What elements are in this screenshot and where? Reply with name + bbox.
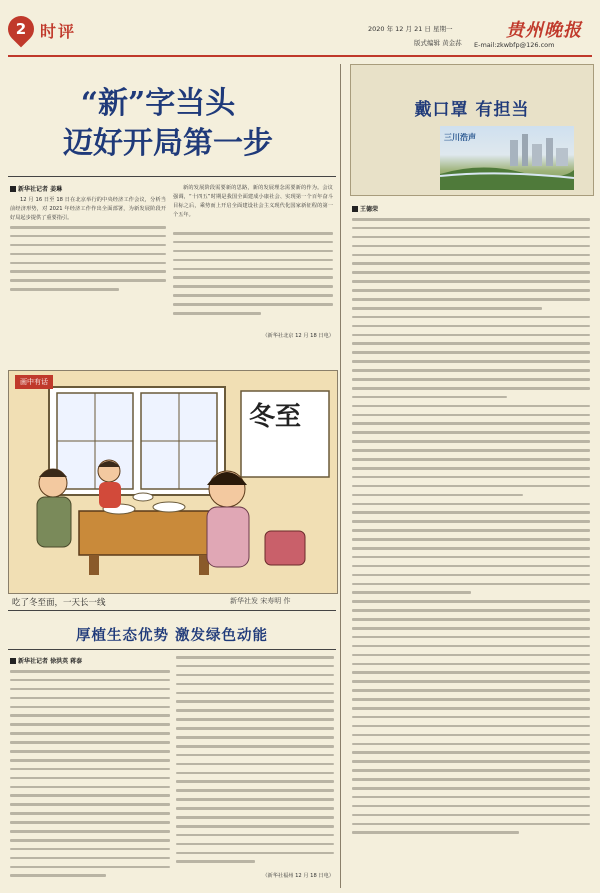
lead-headline-line2: 迈好开局第一步: [63, 126, 273, 161]
cartoon-rule: [8, 610, 336, 611]
lead-paragraph-2: 新的发展阶段需要新的思路，新的发展理念需要新的作为。会议强调，“十四五”时期是我国全面建成小康社会、实现第一个百年奋斗目标之后，乘势而上开启全面建设社会主义现代化国家新征程的第一个五年。: [173, 185, 333, 218]
cartoon-panel: [8, 370, 338, 594]
bottom-text-col1: [10, 670, 170, 882]
page-header: [0, 0, 600, 58]
cartoon-tag: 画中有话: [15, 375, 53, 389]
side-photo-label: 三川浩声: [444, 133, 476, 142]
side-headline: 戴口罩 有担当: [414, 100, 530, 120]
cartoon-caption: 吃了冬至面，一天长一线: [12, 598, 106, 608]
side-byline: 王德荣: [352, 204, 378, 213]
lead-paragraph-1: 12 月 16 日至 18 日在北京举行的中央经济工作会议，分析当前经济形势，对 2021 年经济工作作出全面部署，为新发展阶段开好局起步提供了重要指引。: [10, 197, 166, 221]
masthead-logo: 贵州晚报: [506, 20, 582, 41]
lead-signoff: （新华社北京 12 月 18 日电）: [262, 333, 334, 339]
lead-text-col1: [10, 226, 166, 304]
lead-byline: 新华社记者 姜琳: [10, 184, 62, 193]
header-rule: [8, 55, 592, 57]
page-editor: 版式编辑 黄金荪: [414, 39, 462, 47]
cartoon-title-char: 冬至: [249, 402, 302, 432]
bottom-signoff: （新华社福州 12 月 18 日电）: [262, 873, 334, 879]
bottom-text-col2: [176, 656, 334, 870]
lead-headline-line1: “新”字当头: [80, 86, 236, 121]
bottom-byline: 新华社记者 徐洪英 蒋泰: [10, 656, 82, 665]
lead-text-col2: [173, 232, 333, 328]
lead-headline: [8, 84, 328, 164]
side-photo: [440, 126, 574, 190]
cartoon-credit: 新华社发 宋寿明 作: [230, 597, 291, 605]
column-divider: [340, 64, 341, 888]
section-title: 时评: [40, 22, 77, 41]
page-number: 2: [15, 20, 27, 38]
issue-date: 2020 年 12 月 21 日 星期一: [368, 25, 453, 33]
bottom-headline: 厚植生态优势 激发绿色动能: [75, 627, 269, 644]
lead-rule: [8, 176, 336, 177]
side-text: [352, 218, 590, 888]
contact-email: E-mail:zkwbfp@126.com: [474, 41, 555, 49]
bottom-rule: [8, 649, 336, 650]
